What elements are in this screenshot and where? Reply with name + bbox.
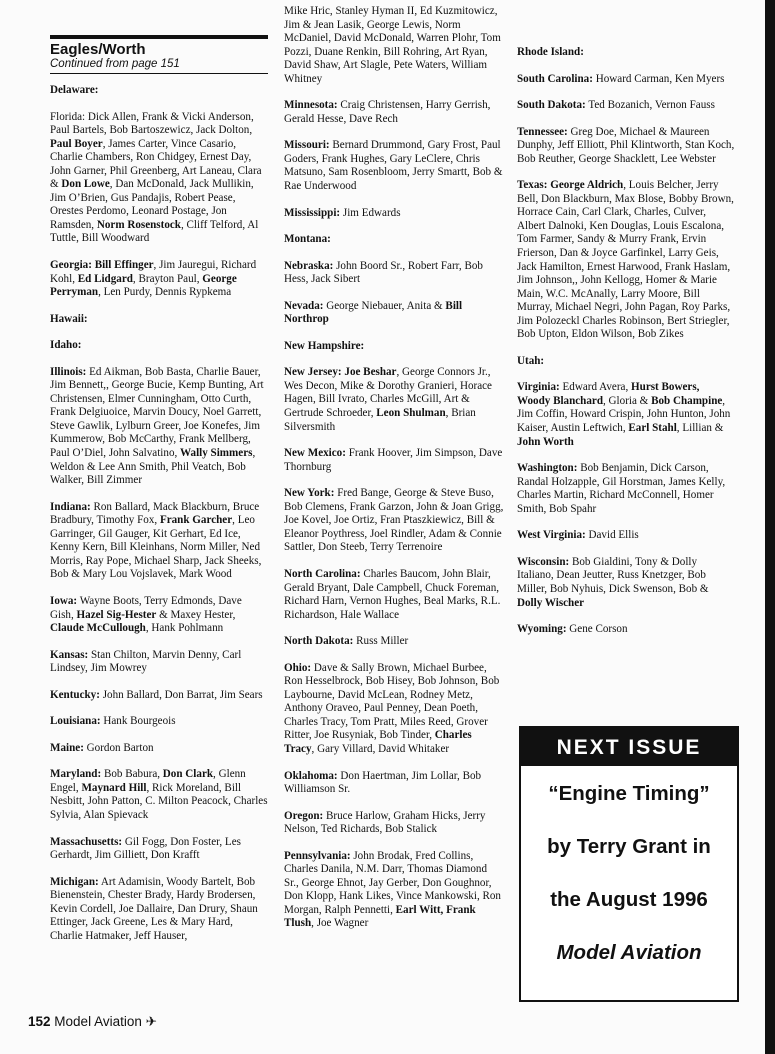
state-entry: [517, 355, 735, 369]
member-names: , Jim Jauregui, Richard Kohl,: [50, 259, 257, 285]
member-names: Jim Edwards: [342, 206, 401, 219]
member-name-bold: George Aldrich: [550, 179, 624, 192]
member-name-bold: Leon Shulman: [376, 407, 446, 420]
member-names: Frank Hoover, Jim Simpson, Dave Thornburg: [284, 447, 503, 473]
state-entry: [50, 366, 268, 488]
member-name-bold: Paul Boyer: [50, 137, 103, 150]
member-name-bold: Don Clark: [162, 768, 214, 781]
state-name: Louisiana:: [50, 715, 101, 728]
member-names: Bob Gialdini, Tony & Dolly Italiano, Dean Jeutter, Russ Knetzger, Bob Miller, Bob Nyhuis, Dick Swenson, Bob &: [517, 555, 709, 595]
state-entry: [517, 556, 735, 610]
member-names: , Weldon & Lee Ann Smith, Phil Veatch, Bob Walker, Bill Zimmer: [50, 447, 256, 487]
member-name-bold: Bill Northrop: [284, 299, 463, 326]
state-name: Minnesota:: [284, 99, 338, 112]
state-name: Maine:: [50, 741, 84, 754]
column-left: [50, 35, 268, 956]
state-entry: [50, 259, 268, 300]
state-entry: [284, 260, 504, 287]
state-entry: [517, 46, 735, 60]
state-name: South Dakota:: [517, 99, 586, 112]
member-names: John Brodak, Fred Collins, Charles Danila, N.M. Darr, Thomas Diamond Sr., George Ehnot, Jay Gerber, Don Goughnor, Don Klopp, Hank Likes, Vince Mankowski, Ron Morgan, Ralph Pennetti,: [284, 849, 501, 916]
state-name: New Hampshire:: [284, 339, 365, 352]
state-entry: [284, 810, 504, 837]
state-entry: [50, 742, 268, 756]
airplane-icon: ✈: [145, 1014, 157, 1029]
member-names: Ed Aikman, Bob Basta, Charlie Bauer, Jim Bennett,, George Bucie, Kemp Bunting, Art Christensen, Elmer Cunningham, Otto Curth, Frank Delgiuoice, Marvin Doucy, Noel Garrett, Steve Gawlik, Lylburn Greer, Joe Konefes, Jim Kummerow, Bob McCarthy, Frank Mellberg, Paul O’Diel, John Salvatino,: [50, 365, 264, 460]
continued-note: Continued from page 151: [50, 58, 268, 74]
state-name: Pennsylvania:: [284, 849, 351, 862]
member-name-bold: Don Lowe: [61, 178, 110, 191]
state-name: Oklahoma:: [284, 769, 338, 782]
state-name: Nebraska:: [284, 259, 334, 272]
state-entry: [517, 126, 735, 167]
state-name: Idaho:: [50, 339, 82, 352]
state-name: Ohio:: [284, 661, 312, 674]
member-name-bold: Bob Champine: [651, 394, 723, 407]
member-names: Bob Benjamin, Dick Carson, Randal Holzapple, Gil Horstman, James Kelly, Charles Martin, Richard McConnell, Homer Smith, Bob Spahr: [517, 462, 726, 515]
state-entry: [284, 568, 504, 622]
member-names: , Louis Belcher, Jerry Bell, Don Blackburn, Max Blose, Bobby Brown, Horrace Cain, Carl Clark, Charles, Culver, Albert Dalnoki, Ken Douglas, Louis Escalona, Tom Farmer, Sandy & Murry Frank, Ervin Frierson, Dan & Joyce Garfinkel, Larry Geis, Jack Hamilton, Ernest Harwood, Frank Haslam, Jim Johnson,, John Kellogg, Homer & Marie Main, W.C. McAnally, Larry Moore, Bill Murray, Michael Negri, John Pagan, Roy Parks, Jim Polozeckl Charles Robinson, Bert Striegler, Bob Upton, Eldon Wilson, Bob Zikes: [517, 179, 734, 341]
state-name: Michigan:: [50, 875, 99, 888]
state-name: Tennessee:: [517, 125, 568, 138]
member-names: , Gary Villard, David Whitaker: [311, 742, 450, 755]
state-entry: [517, 462, 735, 516]
member-name-bold: Hurst Bowers, Woody Blanchard: [517, 381, 700, 407]
member-name-bold: Charles Tracy: [284, 729, 472, 755]
state-name: Kentucky:: [50, 688, 100, 701]
member-names: Greg Doe, Michael & Maureen Dunphy, Jeff Elliott, Phil Klintworth, Stan Koch, Bob Reuther, George Shacklett, Lee Webster: [517, 125, 735, 165]
state-entry: [517, 529, 735, 543]
state-name: South Carolina:: [517, 72, 593, 85]
state-name: Illinois:: [50, 365, 87, 378]
state-name: New Jersey:: [284, 366, 342, 379]
member-name-bold: Bill Effinger: [94, 259, 154, 272]
member-names: , Len Purdy, Dennis Rypkema: [98, 286, 232, 299]
member-names: , Cliff Telford, Al Tuttle, Bill Woodward: [50, 218, 259, 245]
state-name: Rhode Island:: [517, 46, 584, 58]
member-names: , Glenn Engel,: [50, 768, 246, 794]
state-entry: [50, 768, 268, 822]
member-name-bold: Wally Simmers: [180, 447, 253, 460]
member-names: , Brian Silversmith: [284, 407, 476, 433]
member-names: Fred Bange, George & Steve Buso, Bob Clemens, Frank Garzon, John & Joan Grigg, Joe Kovel, Joe Ortiz, Fran Ptaszkiewicz, Bill & Eleanor Poythress, Joel Rindler, Adam & Connie Sattler, Don Steeb, Terry Terrenoire: [284, 487, 504, 554]
next-issue-box: [519, 726, 739, 1002]
member-names: , Rick Moreland, Bill Nesbitt, John Patton, C. Milton Peacock, Charles Sylvia, Alan Spievack: [50, 781, 268, 821]
member-names: Dave & Sally Brown, Michael Burbee, Ron Hesselbrock, Bob Hisey, Bob Johnson, Bob Laybourne, David McLean, Rodney Metz, Anthony Oraveo, Paul Penney, Dean Poeth, Charles Tracy, Tom Pratt, Miles Reed, Grover Ritter, Joe Rusyniak, Bob Tinder,: [284, 661, 500, 742]
state-name: Mississippi:: [284, 206, 341, 219]
next-issue-date: the August 1996: [550, 888, 708, 911]
member-name-bold: Earl Stahl: [628, 422, 677, 435]
state-entry: [284, 770, 504, 797]
member-names: , Brayton Paul,: [132, 272, 203, 285]
state-name: Montana:: [284, 233, 331, 246]
state-entry: [284, 99, 504, 126]
member-names: Gordon Barton: [86, 741, 154, 754]
state-entry: [50, 836, 268, 863]
member-names: Bruce Harlow, Graham Hicks, Jerry Nelson, Ted Richards, Bob Stalick: [284, 809, 486, 836]
state-entry: [517, 623, 735, 637]
member-names: , Dan McDonald, Jack Mullikin, Jim O’Brien, Gus Pandajis, Robert Pease, Orestes Perdomo, Leonard Postage, Jon Ramsden,: [50, 178, 254, 231]
member-names: Bernard Drummond, Gary Frost, Paul Goders, Frank Hughes, Gary LeClere, Chris Matsuno, Sam Rosenbloom, Jerry Smartt, Bob & Rae Underwood: [284, 139, 503, 193]
member-names: , Hank Pohlmann: [145, 622, 224, 635]
member-names: Hank Bourgeois: [103, 715, 176, 728]
state-name: Wyoming:: [517, 623, 567, 636]
state-entry: [284, 850, 504, 931]
member-name-bold: John Worth: [517, 435, 574, 448]
state-name: Missouri:: [284, 139, 330, 152]
state-name: Oregon:: [284, 809, 324, 822]
page-number: 152: [28, 1014, 51, 1029]
state-entry: [50, 339, 268, 353]
member-names: Gil Fogg, Don Foster, Les Gerhardt, Jim Gilliett, Don Krafft: [50, 835, 241, 862]
state-name: North Dakota:: [284, 635, 354, 648]
member-names: Ted Bozanich, Vernon Fauss: [588, 99, 715, 112]
state-name: Delaware:: [50, 84, 99, 96]
page-edge-shadow: [765, 0, 775, 1054]
state-entry: [284, 233, 504, 247]
footer-magazine: Model Aviation: [54, 1014, 142, 1029]
state-entry: [284, 139, 504, 193]
entries-left: [50, 84, 268, 943]
member-name-bold: Dolly Wischer: [517, 596, 585, 609]
state-name: New York:: [284, 487, 335, 500]
member-name-bold: Ed Lidgard: [77, 272, 133, 285]
state-entry: [517, 73, 735, 87]
state-entry: [50, 111, 268, 246]
state-name: Indiana:: [50, 500, 91, 513]
member-names: Edward Avera,: [562, 381, 632, 394]
state-entry: [50, 715, 268, 729]
state-name: Texas:: [517, 179, 548, 192]
state-name: Iowa:: [50, 594, 78, 607]
member-names: Howard Carman, Ken Myers: [595, 72, 725, 85]
member-names: David Ellis: [588, 529, 639, 542]
member-names: , Jim Coffin, Howard Crispin, John Hunton, John Kaiser, Austin Leftwich,: [517, 394, 731, 435]
member-names: Art Adamisin, Woody Bartelt, Bob Bienenstein, Chester Brady, Hardy Brodersen, Kevin Cordell, Joe Dallaire, Dan Drury, Shaun Ettinger, Jack Greene, Les & Mary Hard, Charlie Hatmaker, Jeff Hauser,: [50, 875, 258, 942]
member-names: Gene Corson: [569, 623, 628, 636]
state-name: New Mexico:: [284, 447, 346, 460]
entries-middle: [284, 5, 504, 931]
state-name: Maryland:: [50, 768, 102, 781]
state-name: North Carolina:: [284, 567, 361, 580]
state-entry: [284, 207, 504, 221]
member-name-bold: Claude McCullough: [50, 622, 146, 635]
state-entry: [284, 635, 504, 649]
section-header: [50, 35, 268, 74]
column-right: [517, 46, 735, 650]
state-entry: [284, 487, 504, 555]
state-entry: [517, 99, 735, 113]
entries-right: [517, 46, 735, 637]
member-name-bold: George Perryman: [50, 272, 237, 299]
state-entry: [50, 689, 268, 703]
state-entry: [284, 5, 504, 86]
state-entry: [50, 84, 268, 98]
state-entry: [50, 649, 268, 676]
header-rule: [50, 35, 268, 39]
next-issue-author: by Terry Grant in: [547, 835, 711, 858]
state-name: Hawaii:: [50, 312, 88, 325]
state-name: West Virginia:: [517, 529, 586, 542]
state-name: Nevada:: [284, 299, 324, 312]
state-name: Georgia:: [50, 259, 92, 272]
member-names: Don Haertman, Jim Lollar, Bob Williamson Sr.: [284, 769, 482, 796]
state-entry: [50, 313, 268, 327]
member-names: John Ballard, Don Barrat, Jim Sears: [102, 688, 263, 701]
member-names: Charles Baucom, John Blair, Gerald Bryant, Dale Campbell, Chuck Foreman, Richard Harn, Vernon Hughes, Beal Marks, R.L. Richardson, Hale Wallace: [284, 567, 501, 621]
state-entry: [284, 662, 504, 757]
member-name-bold: Maynard Hill: [81, 781, 147, 794]
member-name-bold: Norm Rosenstock: [96, 218, 181, 231]
member-names: Florida: Dick Allen, Frank & Vicki Anderson, Paul Bartels, Bob Bartoszewicz, Jack Dolton,: [50, 110, 254, 137]
state-name: Washington:: [517, 462, 578, 475]
state-entry: [50, 501, 268, 582]
member-names: George Niebauer, Anita &: [326, 299, 446, 312]
page-footer: [28, 1014, 157, 1030]
member-names: , Leo Garringer, Gil Gauger, Kit Gerhart, Ed Ice, Kenny Kern, Bill Kleinhans, Norm Miller, Ned Morris, Ray Pope, Michael Sharp, Jack Sheeks, Bob & Mary Lou Vojslavek, Mark Wood: [50, 514, 262, 581]
state-entry: [517, 179, 735, 342]
state-name: Kansas:: [50, 648, 89, 661]
member-names: Mike Hric, Stanley Hyman II, Ed Kuzmitowicz, Jim & Jean Lasik, George Lewis, Norm McDaniel, David McDonald, Warren Plohr, Tom Pozzi, Duane Renkin, Bill Rohring, Art Ryan, David Shaw, Art Slagle, Pete Waters, William Whitney: [284, 5, 501, 85]
state-name: Utah:: [517, 354, 545, 367]
next-issue-article: “Engine Timing”: [548, 782, 710, 805]
member-name-bold: Hazel Sig-Hester: [76, 608, 157, 621]
state-name: Virginia:: [517, 381, 560, 394]
member-names: John Boord Sr., Robert Farr, Bob Hess, Jack Sibert: [284, 259, 483, 286]
member-names: Stan Chilton, Marvin Denny, Carl Lindsey, Jim Mowrey: [50, 648, 242, 675]
member-names: , Gloria &: [603, 394, 652, 407]
member-names: Russ Miller: [356, 635, 409, 648]
member-names: & Maxey Hester,: [156, 608, 236, 621]
state-entry: [284, 300, 504, 327]
member-names: Craig Christensen, Harry Gerrish, Gerald Hesse, Dave Rech: [284, 99, 491, 125]
member-names: , Lillian &: [676, 422, 724, 435]
state-entry: [284, 366, 504, 434]
state-entry: [284, 340, 504, 354]
member-names: Bob Babura,: [103, 768, 163, 781]
member-name-bold: Joe Beshar: [344, 366, 397, 379]
state-entry: [517, 381, 735, 449]
column-middle: [284, 5, 504, 944]
member-name-bold: Frank Garcher: [159, 514, 233, 527]
state-entry: [50, 595, 268, 636]
state-name: Wisconsin:: [517, 555, 570, 568]
member-names: Wayne Boots, Terry Edmonds, Dave Gish,: [50, 594, 242, 621]
state-entry: [284, 447, 504, 474]
next-issue-heading: NEXT ISSUE: [521, 728, 737, 766]
member-names: Ron Ballard, Mack Blackburn, Bruce Bradbury, Timothy Fox,: [50, 500, 260, 527]
state-entry: [50, 876, 268, 944]
member-names: , George Connors Jr., Wes Decon, Mike & Dorothy Granieri, Horace Hagen, Bill Ivrato, Charles McGill, Art & Gertrude Schroeder,: [284, 366, 492, 420]
state-name: Massachusetts:: [50, 835, 123, 848]
section-title: Eagles/Worth: [50, 41, 146, 58]
member-names: , James Carter, Vince Casario, Charlie Chambers, Ron Chidgey, Ernest Day, John Garner, Phil Greenberg, Art Laneau, Clara &: [50, 137, 262, 191]
next-issue-magazine: Model Aviation: [556, 941, 702, 964]
next-issue-body: [521, 766, 737, 966]
member-name-bold: Earl Witt, Frank Tlush: [284, 903, 476, 930]
member-names: , Joe Wagner: [311, 917, 369, 930]
